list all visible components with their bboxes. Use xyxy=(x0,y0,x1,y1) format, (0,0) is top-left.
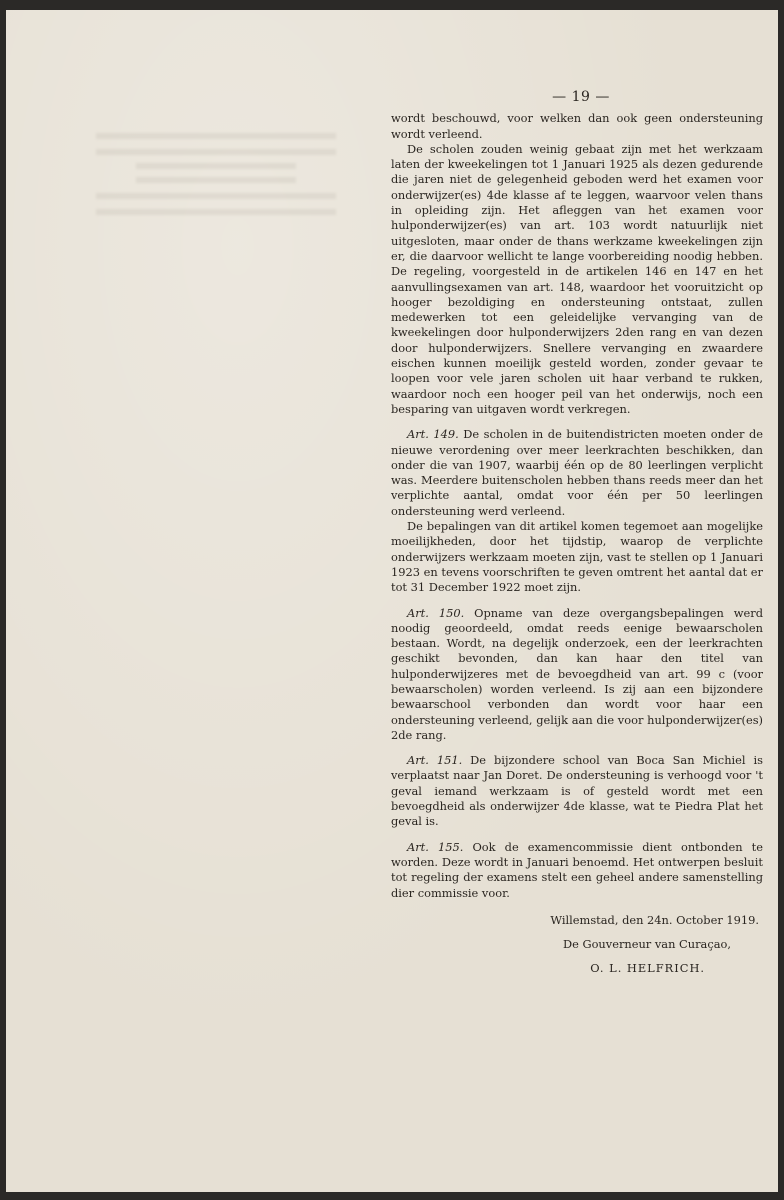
paragraph-art-150 xyxy=(391,606,763,744)
paragraph-text: Opname van deze overgangsbepalingen werd noodig geoordeeld, omdat reeds eenige bewaarscholen bestaan. Wordt, na degelijk onderzoek, een der leerkrachten geschikt bevonden, dan kan haar den titel van hulponderwijzeres met de bevoegdheid van art. 99 c (voor bewaarscholen) worden verleend. Is zij aan een bijzondere bewaarschool verbonden dan wordt voor haar een ondersteuning verleend, gelijk aan die voor hulponderwijzer(es) 2de rang. xyxy=(391,605,764,742)
page-number: — 19 — xyxy=(552,89,610,105)
paragraph-text: De scholen in de buitendistricten moeten onder de nieuwe verordening over meer leerkrachten beschikken, dan onder die van 1907, waarbij één op de 80 leerlingen verplicht was. Meerdere buitenscholen hebben thans reeds meer dan het verplichte aantal, omdat voor één per 50 leerlingen ondersteuning werd verleend. xyxy=(391,427,763,518)
article-label: Art. 150. xyxy=(407,605,465,620)
paragraph-text: De bijzondere school van Boca San Michiel is verplaatst naar Jan Doret. De ondersteuning is verhoogd voor 't geval iemand werkzaam is of gesteld wordt met een bevoegdheid als onderwijzer 4de klasse, wat te Piedra Plat het geval is. xyxy=(391,753,764,829)
text-column xyxy=(391,90,763,977)
paragraph-continuation xyxy=(391,111,763,142)
paragraph-kweekelingen xyxy=(391,142,763,417)
paragraph-bepalingen xyxy=(391,519,763,595)
paragraph-text: wordt beschouwd, voor welken dan ook geen ondersteuning wordt verleend. xyxy=(391,111,763,141)
document-page xyxy=(6,10,778,1192)
paragraph-art-149 xyxy=(391,427,763,519)
paragraph-text: Ook de examencommissie dient ontbonden te worden. Deze wordt in Januari benoemd. Het ontwerpen besluit tot regeling der examens stelt een geheel andere samenstelling dier commissie voor. xyxy=(391,839,763,900)
signature-name: O. L. HELFRICH. xyxy=(590,961,705,976)
governor-title: De Gouverneur van Curaçao, xyxy=(562,937,731,952)
article-label: Art. 155. xyxy=(407,839,464,854)
paragraph-art-151 xyxy=(391,753,763,829)
place-date: Willemstad, den 24n. October 1919. xyxy=(550,912,759,927)
paragraph-text: De scholen zouden weinig gebaat zijn met het werkzaam laten der kweekelingen tot 1 Januari 1925 als dezen gedurende die jaren niet de gelegenheid geboden werd het examen voor onderwijzer(es) 4de klasse af te leggen, waarvoor velen thans in opleiding zijn. Het afleggen van het examen voor hulponderwijzer(es) van art. 103 wordt natuurlijk niet uitgesloten, maar onder de thans werkzame kweekelingen zijn er, die daarvoor wellicht te lange voorbereiding noodig hebben. De regeling, voorgesteld in de artikelen 146 en 147 en het aanvullingsexamen van art. 148, waardoor het vooruitzicht op hooger bezoldiging en ondersteuning ontstaat, zullen medewerken tot een geleidelijke vervanging van de kweekelingen door hulponderwijzers 2den rang en van dezen door hulponderwijzers. Snellere vervanging en zwaardere eischen kunnen moeilijk gesteld worden, zonder gevaar te loopen voor vele jaren scholen uit haar verband te rukken, waardoor noch een hooger peil van het onderwijs, noch een besparing van uitgaven wordt verkregen. xyxy=(391,141,763,416)
article-label: Art. 149. xyxy=(407,427,459,442)
bleed-through-area xyxy=(76,80,356,215)
paragraph-art-155 xyxy=(391,840,763,901)
article-label: Art. 151. xyxy=(407,753,463,768)
paragraph-text: De bepalingen van dit artikel komen tegemoet aan mogelijke moeilijkheden, door het tijdstip, waarop de verplichte onderwijzers werkzaam moeten zijn, vast te stellen op 1 Januari 1923 en tevens voorschriften te geven omtrent het aantal dat er tot 31 December 1922 moet zijn. xyxy=(391,519,763,595)
